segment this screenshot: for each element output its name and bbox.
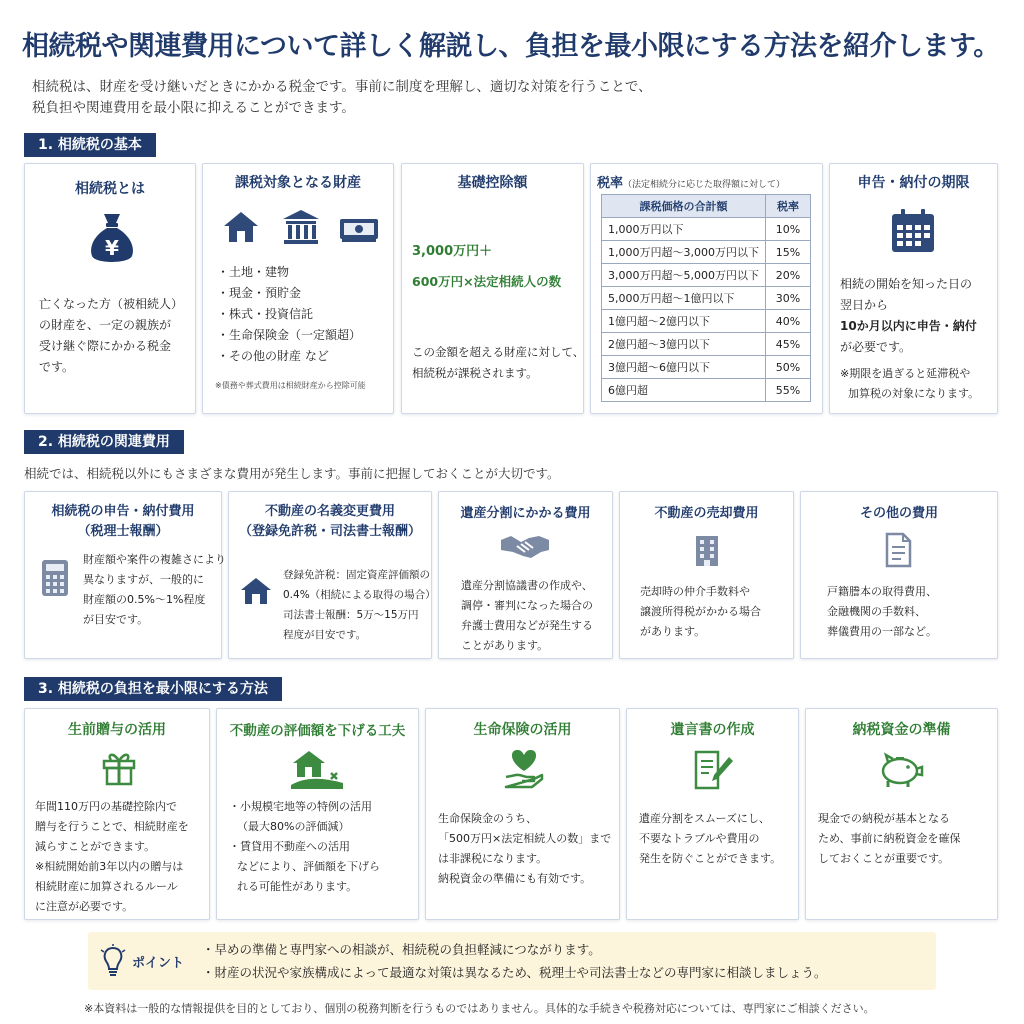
piggy-bank-icon: [878, 751, 924, 789]
card-life-insurance: 生命保険の活用 生命保険金のうち、 「500万円×法定相続人の数」まで は非課税になります。 納税資金の準備にも有効です。: [425, 708, 620, 920]
page-title: 相続税や関連費用について詳しく解説し、負担を最小限にする方法を紹介します。: [22, 31, 1000, 62]
intro-line-2: 税負担や関連費用を最小限に抑えることができます。: [32, 100, 355, 116]
point-label: ポイント: [132, 956, 185, 971]
point-line-1: ・早めの準備と専門家への相談が、相続税の負担軽減につながります。: [202, 942, 601, 957]
table-row: 5,000万円超～1億円以下 30%: [602, 287, 811, 310]
note: ※債務や葬式費用は相続財産から控除可能: [215, 381, 366, 390]
formula-line-2: 600万円×法定相続人の数: [412, 274, 562, 289]
card-basic-deduction: 基礎控除額 3,000万円＋ 600万円×法定相続人の数 この金額を超える財産に対して、 相続税が課税されます。: [401, 163, 584, 414]
card-will-creation: 遺言書の作成 遺産分割をスムーズにし、 不要なトラブルや費用の 発生を防ぐことができます。: [626, 708, 799, 920]
card-title: 相続税とは: [75, 181, 145, 197]
will-document-icon: [693, 749, 733, 791]
card-lifetime-gifts: 生前贈与の活用 年間110万円の基礎控除内で 贈与を行うことで、相続財産を 減らすことができます。 ※相続開始前3年以内の贈与は 相続財産に加算されるルール に注意が必要です。: [24, 708, 210, 920]
table-header-row: 課税価格の合計額 税率: [602, 195, 811, 218]
card-title: 税率: [597, 176, 624, 191]
card-tax-payment-fund: 納税資金の準備 現金での納税が基本となる ため、事前に納税資金を確保 しておくことが重要です。: [805, 708, 998, 920]
handshake-icon: [499, 530, 551, 562]
table-row: 3億円超～6億円以下 50%: [602, 356, 811, 379]
document-icon: [883, 532, 913, 568]
section-heading-related-costs: 2. 相続税の関連費用: [24, 430, 184, 454]
table-row: 1,000万円以下 10%: [602, 218, 811, 241]
card-subtitle: （法定相続分に応じた取得額に対して）: [623, 180, 786, 190]
card-lower-property-valuation: 不動産の評価額を下げる工夫 ・小規模宅地等の特例の活用 （最大80%の評価減） ・賃貸用不動産への活用 などにより、評価額を下げら れる可能性があります。: [216, 708, 419, 920]
card-inheritance-tax: 相続税とは ¥ 亡くなった方（被相続人） の財産を、一定の親族が 受け継ぐ際にかかる税金 です。: [24, 163, 196, 414]
cash-icon: [337, 216, 381, 244]
building-icon: [690, 532, 724, 568]
heart-hand-icon: [504, 747, 544, 789]
intro-line-1: 相続税は、財産を受け継いだときにかかる税金です。事前に制度を理解し、適切な対策を行うことで、: [32, 79, 652, 95]
table-row: 1,000万円超～3,000万円以下 15%: [602, 241, 811, 264]
house-land-icon: [291, 747, 343, 789]
table-row: 6億円超 55%: [602, 379, 811, 402]
table-row: 3,000万円超～5,000万円以下 20%: [602, 264, 811, 287]
lightbulb-icon: [100, 944, 126, 978]
gift-icon: [101, 749, 137, 787]
card-other-fees: その他の費用 戸籍謄本の取得費用、 金融機関の手数料、 葬儀費用の一部など。: [800, 491, 998, 659]
calculator-icon: [39, 558, 71, 598]
card-filing-fees: 相続税の申告・納付費用 （税理士報酬） 財産額や案件の複雑さにより 異なりますが、一般的に 財産額の0.5%〜1%程度 が目安です。: [24, 491, 222, 659]
card-filing-deadline: 申告・納付の期限 相続の開始を知った日の 翌日から 10か月以内に申告・納付 が必要です。 ※期限を過ぎると延滞税や 加算税の対象になります。: [829, 163, 998, 414]
card-tax-rates: [590, 163, 823, 414]
calendar-icon: [888, 206, 938, 256]
card-property-sale-fees: 不動産の売却費用 売却時の仲介手数料や 譲渡所得税がかかる場合 があります。: [619, 491, 794, 659]
section-lead: 相続では、相続税以外にもさまざまな費用が発生します。事前に把握しておくことが大切です。: [24, 466, 560, 481]
point-callout: [88, 932, 936, 990]
card-taxable-assets: 課税対象となる財産 ・土地・建物 ・現金・預貯金 ・株式・投資信託 ・生命保険金（一定額超） ・その他の財産 など ※債務や葬式費用は相続財産から控除可能: [202, 163, 394, 414]
bank-icon: [281, 208, 321, 246]
card-title-transfer-fees: 不動産の名義変更費用 （登録免許税・司法書士報酬） 登録免許税：固定資産評価額の 0.4%（相続による取得の場合） 司法書士報酬：5万〜15万円 程度が目安です。: [228, 491, 432, 659]
card-title: 課税対象となる財産: [235, 175, 361, 191]
section-heading-basics: 1. 相続税の基本: [24, 133, 156, 157]
tax-rate-table: [601, 194, 811, 402]
house-icon: [239, 576, 273, 606]
table-row: 2億円超～3億円以下 45%: [602, 333, 811, 356]
point-line-2: ・財産の状況や家族構成によって最適な対策は異なるため、税理士や司法書士などの専門家に相談しましょう。: [202, 965, 827, 980]
card-estate-division-fees: 遺産分割にかかる費用 遺産分割協議書の作成や、 調停・審判になった場合の 弁護士費用などが発生する ことがあります。: [438, 491, 613, 659]
yen-money-bag-icon: [87, 210, 137, 266]
formula-line-1: 3,000万円＋: [412, 244, 493, 259]
table-row: 1億円超～2億円以下 40%: [602, 310, 811, 333]
house-icon: [221, 209, 261, 245]
disclaimer-footnote: ※本資料は一般的な情報提供を目的としており、個別の税務判断を行うものではありません。具体的な手続きや税務対応については、専門家にご相談ください。: [84, 1002, 875, 1015]
card-title: 申告・納付の期限: [857, 175, 970, 191]
card-title: 基礎控除額: [457, 175, 528, 191]
svg-text:¥: ¥: [105, 236, 119, 260]
section-heading-minimize-burden: 3. 相続税の負担を最小限にする方法: [24, 677, 282, 701]
